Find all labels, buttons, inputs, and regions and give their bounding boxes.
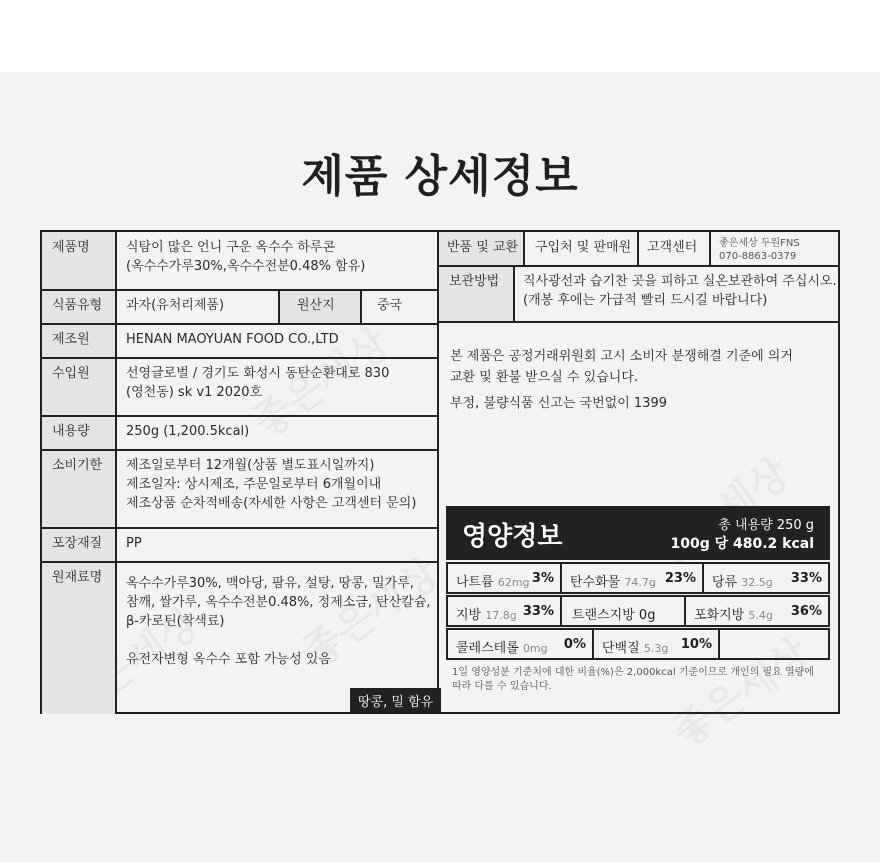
- nutrient-saturated-fat: [684, 595, 830, 627]
- nutrient-pct: 0%: [563, 637, 586, 652]
- refund-notice-line1: 본 제품은 공정거래위원회 고시 소비자 분쟁해결 기준에 의거: [450, 349, 793, 364]
- value-origin: 중국: [377, 298, 403, 313]
- nutrition-footnote-line2: 따라 다를 수 있습니다.: [452, 681, 552, 692]
- nutrition-kcal: 100g 당 480.2 kcal: [670, 536, 814, 552]
- nutrient-name: 탄수화물: [570, 575, 621, 590]
- nutrient-pct: 3%: [531, 571, 554, 586]
- nutrient-amount: 17.8g: [485, 609, 517, 622]
- label-ingredients: 원재료명: [42, 562, 116, 714]
- label-importer: 수입원: [42, 358, 116, 416]
- nutrient-amount: 5.3g: [643, 642, 669, 655]
- value-product-name: [116, 232, 438, 290]
- nutrient-pct: 36%: [790, 604, 822, 619]
- label-packaging: 포장재질: [42, 528, 116, 562]
- value-storage-line1: 직사광선과 습기찬 곳을 피하고 실온보관하여 주십시오.: [523, 274, 837, 289]
- divider: [523, 232, 525, 266]
- value-packaging: PP: [126, 536, 142, 551]
- nutrient-empty-cell: [718, 628, 830, 660]
- report-notice: 부정, 불량식품 신고는 국번없이 1399: [450, 396, 667, 411]
- nutrient-protein: [592, 628, 720, 660]
- nutrient-amount: 62mg: [497, 576, 530, 589]
- value-cs-name: 좋은세상 두원FNS: [719, 238, 800, 249]
- value-expiry-line3: 제조상품 순차적배송(자세한 사항은 고객센터 문의): [126, 496, 417, 511]
- page-title: 제품 상세정보: [301, 151, 579, 202]
- value-storage-line2: (개봉 후에는 가급적 빨리 드시길 바랍니다): [523, 293, 768, 308]
- value-product-name-line1: 식탐이 많은 언니 구운 옥수수 하루콘: [126, 240, 336, 255]
- nutrient-pct: 33%: [522, 604, 554, 619]
- value-expiry-line1: 제조일로부터 12개월(상품 별도표시일까지): [126, 458, 375, 473]
- value-importer: [116, 358, 438, 416]
- divider: [115, 232, 117, 714]
- divider: [438, 265, 840, 267]
- nutrient-name: 나트륨: [456, 575, 494, 590]
- divider: [42, 561, 438, 563]
- value-content: 250g (1,200.5kcal): [126, 424, 250, 439]
- label-storage: 보관방법: [439, 266, 515, 322]
- nutrient-fat: [446, 595, 562, 627]
- divider: [42, 527, 438, 529]
- nutrient-name: 지방: [456, 608, 482, 623]
- divider: [709, 232, 711, 266]
- value-storage: [515, 266, 840, 322]
- nutrition-header: [446, 506, 830, 560]
- label-origin: 원산지: [279, 290, 361, 324]
- value-cs-phone: 070-8863-0379: [719, 251, 797, 262]
- divider: [278, 290, 280, 324]
- nutrient-carbohydrate: [560, 562, 704, 594]
- nutrient-amount: 0mg: [522, 642, 548, 655]
- nutrition-footnote: [452, 666, 838, 706]
- nutrition-footnote-line1: 1일 영양성분 기준치에 대한 비율(%)은 2,000kcal 기준이므로 개인의 필요 열량에: [452, 667, 814, 678]
- label-expiry: 소비기한: [42, 450, 116, 528]
- label-manufacturer: 제조원: [42, 324, 116, 358]
- label-product-name: 제품명: [42, 232, 116, 290]
- nutrient-name: 당류: [712, 575, 738, 590]
- nutrient-cholesterol: [446, 628, 594, 660]
- nutrient-pct: 10%: [680, 637, 712, 652]
- value-ingredients-line2: 참깨, 쌀가루, 옥수수전분0.48%, 정제소금, 탄산칼슘,: [126, 595, 431, 610]
- nutrient-name: 단백질: [602, 641, 640, 656]
- label-customer-center: 고객센터: [647, 240, 698, 255]
- nutrient-trans-fat: [560, 595, 686, 627]
- product-info-table: [40, 230, 840, 714]
- divider: [637, 232, 639, 266]
- value-customer-center: [711, 232, 840, 266]
- label-food-type: 식품유형: [42, 290, 116, 324]
- nutrient-pct: 33%: [790, 571, 822, 586]
- divider: [42, 449, 438, 451]
- nutrient-name: 트랜스지방 0g: [572, 608, 656, 623]
- nutrient-name: 콜레스테롤: [456, 641, 519, 656]
- value-product-name-line2: (옥수수가루30%,옥수수전분0.48% 함유): [126, 259, 366, 274]
- nutrient-pct: 23%: [664, 571, 696, 586]
- nutrient-sugars: [702, 562, 830, 594]
- divider: [42, 289, 438, 291]
- value-ingredients-line1: 옥수수가루30%, 맥아당, 팜유, 설탕, 땅콩, 밀가루,: [126, 576, 414, 591]
- nutrition-title: 영양정보: [462, 522, 563, 552]
- label-content: 내용량: [42, 416, 116, 450]
- label-purchase: 구입처 및 판매원: [535, 240, 632, 255]
- label-returns: 반품 및 교환: [439, 232, 523, 266]
- nutrient-amount: 74.7g: [624, 576, 656, 589]
- divider: [42, 357, 438, 359]
- divider: [360, 290, 362, 324]
- divider: [513, 266, 515, 322]
- nutrient-amount: 5.4g: [748, 609, 773, 622]
- nutrient-sodium: [446, 562, 562, 594]
- value-importer-line1: 선영글로벌 / 경기도 화성시 동탄순환대로 830: [126, 366, 390, 381]
- divider: [42, 415, 438, 417]
- refund-notice: [450, 346, 840, 426]
- value-expiry-line2: 제조일자: 상시제조, 주문일로부터 6개월이내: [126, 477, 382, 492]
- value-importer-line2: (영천동) sk v1 2020호: [126, 385, 263, 400]
- allergen-badge: 땅콩, 밀 함유: [350, 688, 441, 713]
- value-manufacturer: HENAN MAOYUAN FOOD CO.,LTD: [126, 332, 339, 347]
- nutrient-amount: 32.5g: [741, 576, 773, 589]
- divider: [438, 321, 840, 323]
- nutrient-name: 포화지방: [694, 608, 745, 623]
- value-ingredients-line4: 유전자변형 옥수수 포함 가능성 있음: [126, 652, 331, 667]
- value-ingredients-line3: β-카로틴(착색료): [126, 614, 225, 629]
- nutrition-total: 총 내용량 250 g: [718, 518, 814, 533]
- value-expiry: [116, 450, 438, 528]
- value-food-type: 과자(유처리제품): [126, 298, 225, 313]
- divider: [42, 323, 438, 325]
- refund-notice-line2: 교환 및 환불 받으실 수 있습니다.: [450, 370, 639, 385]
